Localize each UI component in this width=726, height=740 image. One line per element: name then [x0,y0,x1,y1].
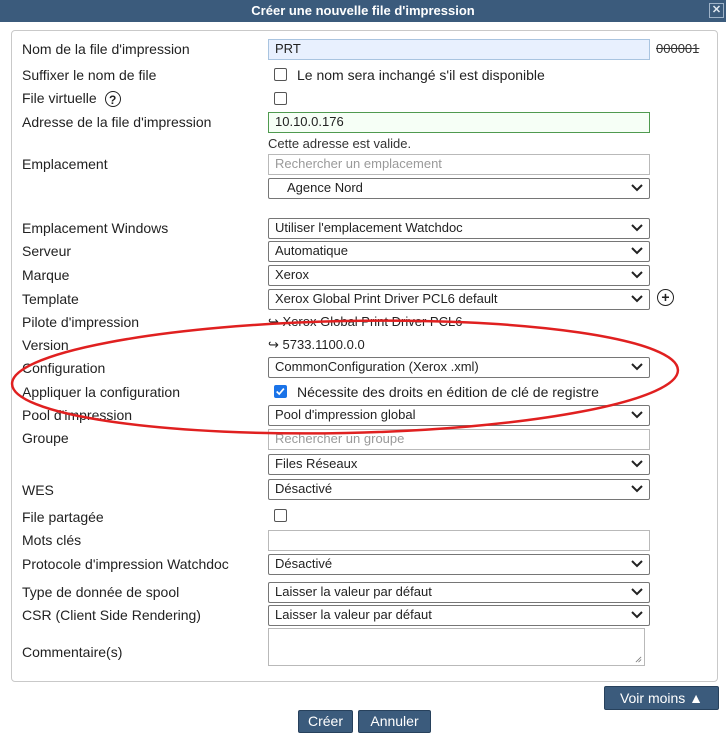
suffix-checkbox[interactable] [274,68,287,81]
spool-type-value: Laisser la valeur par défaut [275,584,432,599]
chevron-down-icon [631,183,643,193]
chevron-down-icon [631,459,643,469]
server-select[interactable] [268,241,650,262]
link-arrow-icon: ↪ [268,337,279,352]
protocol-value: Désactivé [275,556,333,571]
virtual-checkbox[interactable] [274,92,287,105]
add-template-icon[interactable]: + [657,289,674,306]
configuration-value: CommonConfiguration (Xerox .xml) [275,359,479,374]
label-driver: Pilote d'impression [22,314,140,330]
link-arrow-icon: ↪ [268,314,279,329]
label-version: Version [22,337,69,353]
suffix-text: Le nom sera inchangé s'il est disponible [297,67,545,83]
label-csr: CSR (Client Side Rendering) [22,607,201,623]
chevron-down-icon [631,223,643,233]
dialog-title: Créer une nouvelle file d'impression [251,3,475,18]
chevron-down-icon [631,246,643,256]
driver-value-row [268,314,462,330]
keywords-input[interactable] [268,530,650,551]
show-less-button[interactable]: Voir moins ▲ [604,686,719,710]
label-address: Adresse de la file d'impression [22,114,212,130]
wes-select[interactable] [268,479,650,500]
chevron-down-icon [631,362,643,372]
brand-value: Xerox [275,267,309,282]
shared-checkbox[interactable] [274,509,287,522]
apply-config-text: Nécessite des droits en édition de clé de registre [297,384,599,400]
location-select[interactable] [268,178,650,199]
location-select-value: Agence Nord [287,180,363,195]
template-select[interactable] [268,289,650,310]
protocol-select[interactable] [268,554,650,575]
label-location: Emplacement [22,156,108,172]
chevron-down-icon [631,484,643,494]
address-input[interactable]: 10.10.0.176 [268,112,650,133]
label-apply-config: Appliquer la configuration [22,384,180,400]
label-name: Nom de la file d'impression [22,41,190,57]
apply-config-checkbox[interactable] [274,385,287,398]
driver-value: Xerox Global Print Driver PCL6 [282,314,463,329]
help-icon[interactable]: ? [105,91,121,107]
pool-value: Pool d'impression global [275,407,416,422]
chevron-down-icon [631,587,643,597]
label-spool-type: Type de donnée de spool [22,584,180,600]
group-search-input[interactable]: Rechercher un groupe [268,429,650,450]
dialog-title-bar [0,0,726,22]
label-group: Groupe [22,430,69,446]
label-comment: Commentaire(s) [22,644,123,660]
queue-id: 000001 [656,41,700,56]
label-virtual-text: File virtuelle [22,90,97,106]
group-select-value: Files Réseaux [275,456,358,471]
address-valid-message: Cette adresse est valide. [268,136,412,151]
check-icon [275,386,286,397]
csr-select[interactable] [268,605,650,626]
chevron-down-icon [631,559,643,569]
wes-value: Désactivé [275,481,333,496]
group-select[interactable] [268,454,650,475]
spool-type-select[interactable] [268,582,650,603]
label-brand: Marque [22,267,70,283]
version-value: 5733.1100.0.0 [282,337,365,352]
label-virtual [22,90,121,107]
chevron-down-icon [631,410,643,420]
label-configuration: Configuration [22,360,106,376]
win-location-select[interactable] [268,218,650,239]
label-protocol: Protocole d'impression Watchdoc [22,556,229,572]
label-template: Template [22,291,79,307]
chevron-down-icon [631,294,643,304]
comment-textarea[interactable] [268,628,645,666]
pool-select[interactable] [268,405,650,426]
brand-select[interactable] [268,265,650,286]
template-value: Xerox Global Print Driver PCL6 default [275,291,498,306]
create-button[interactable]: Créer [298,710,353,733]
label-shared: File partagée [22,509,104,525]
location-search-input[interactable]: Rechercher un emplacement [268,154,650,175]
version-value-row [268,337,365,353]
name-input[interactable]: PRT [268,39,650,60]
configuration-select[interactable] [268,357,650,378]
server-value: Automatique [275,243,348,258]
chevron-down-icon [631,270,643,280]
chevron-down-icon [631,610,643,620]
label-win-location: Emplacement Windows [22,220,169,236]
label-suffix: Suffixer le nom de file [22,67,157,83]
csr-value: Laisser la valeur par défaut [275,607,432,622]
label-server: Serveur [22,243,72,259]
cancel-button[interactable]: Annuler [358,710,431,733]
label-pool: Pool d'impression [22,407,133,423]
close-icon[interactable]: ✕ [709,3,724,18]
win-location-value: Utiliser l'emplacement Watchdoc [275,220,463,235]
resize-handle-icon[interactable] [635,656,642,663]
label-keywords: Mots clés [22,532,82,548]
label-wes: WES [22,482,54,498]
